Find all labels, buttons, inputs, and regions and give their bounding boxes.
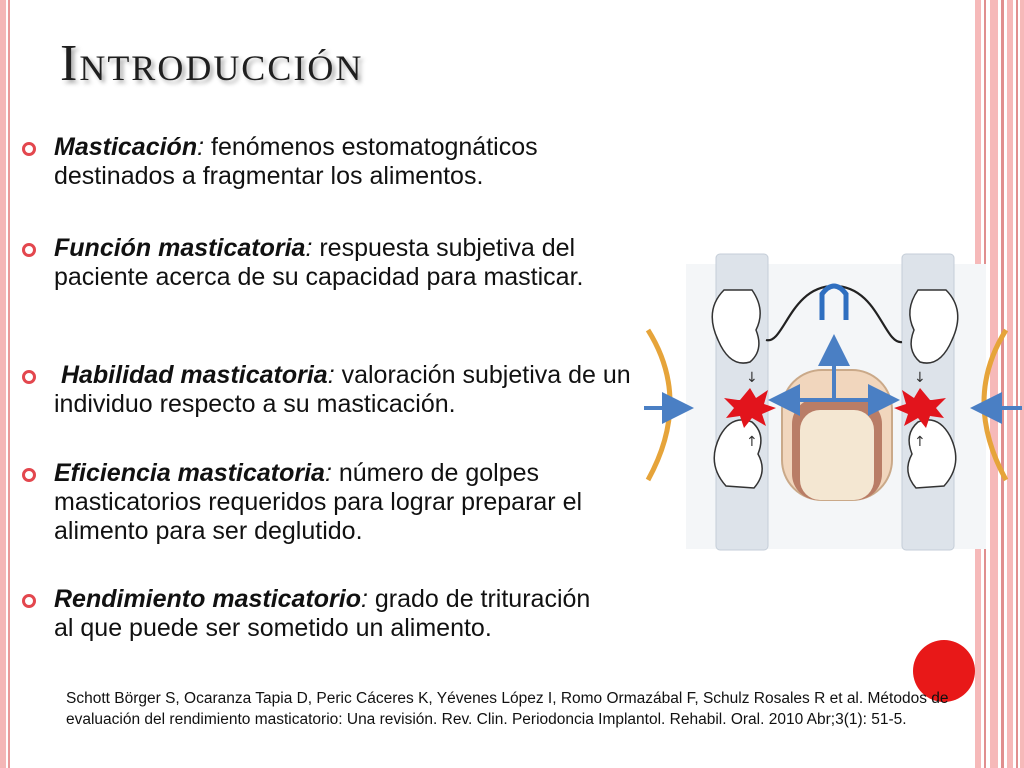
bullet-ring-icon (22, 142, 36, 156)
left-decor-stripe-thin (8, 0, 10, 768)
bullet-definition: fenómenos estomatognáticos destinados a fragmentar los alimentos. (54, 133, 538, 190)
bullet-definition: número de golpes masticatorios requeridos para lograr preparar el alimento para ser deglutido. (54, 459, 583, 545)
bullet-item-funcion (22, 234, 642, 292)
slide-title: Introducción (60, 35, 364, 92)
bullet-colon: : (197, 133, 205, 161)
left-cheek-arc (648, 330, 670, 480)
bullet-item-masticacion (22, 133, 642, 191)
bullet-colon: : (305, 234, 313, 262)
bullet-colon: : (361, 585, 368, 613)
bullet-definition: grado de trituración al que puede ser sometido un alimento. (54, 585, 591, 642)
bullet-item-rendimiento (22, 585, 642, 643)
bullet-ring-icon (22, 468, 36, 482)
down-arrow-icon: ↓ (914, 370, 926, 386)
bullet-definition: valoración subjetiva de un individuo respecto a su masticación. (54, 361, 638, 418)
bullet-term: Función masticatoria (54, 234, 306, 262)
up-arrow-icon: ↑ (746, 434, 758, 450)
bullet-ring-icon (22, 370, 36, 384)
down-arrow-icon: ↓ (746, 370, 758, 386)
tongue-core (800, 410, 874, 500)
bullet-term: Habilidad masticatoria (54, 361, 328, 389)
left-decor-stripe (0, 0, 6, 768)
bullet-term: Eficiencia masticatoria (54, 459, 325, 487)
bullet-ring-icon (22, 243, 36, 257)
bullet-ring-icon (22, 594, 36, 608)
bullet-colon: : (327, 361, 335, 389)
reference-citation: Schott Börger S, Ocaranza Tapia D, Peric Cáceres K, Yévenes López I, Romo Ormazábal F, Schulz Rosales R et al. Métodos de evaluación del rendimiento masticatorio: Una revisión. Rev. Clin. Periodoncia Implantol. Rehabil. Oral. 2010 Abr;3(1): 51-5. (66, 690, 949, 728)
right-cheek-arc (984, 330, 1006, 480)
bullet-term: Masticación (54, 133, 198, 161)
bullet-item-habilidad (22, 361, 642, 419)
up-arrow-icon: ↑ (914, 434, 926, 450)
bullet-colon: : (324, 459, 332, 487)
bullet-term: Rendimiento masticatorio (54, 585, 361, 613)
mastication-illustration (634, 250, 1024, 560)
bullet-definition: respuesta subjetiva del paciente acerca de su capacidad para masticar. (54, 234, 584, 291)
bullet-item-eficiencia (22, 459, 642, 546)
